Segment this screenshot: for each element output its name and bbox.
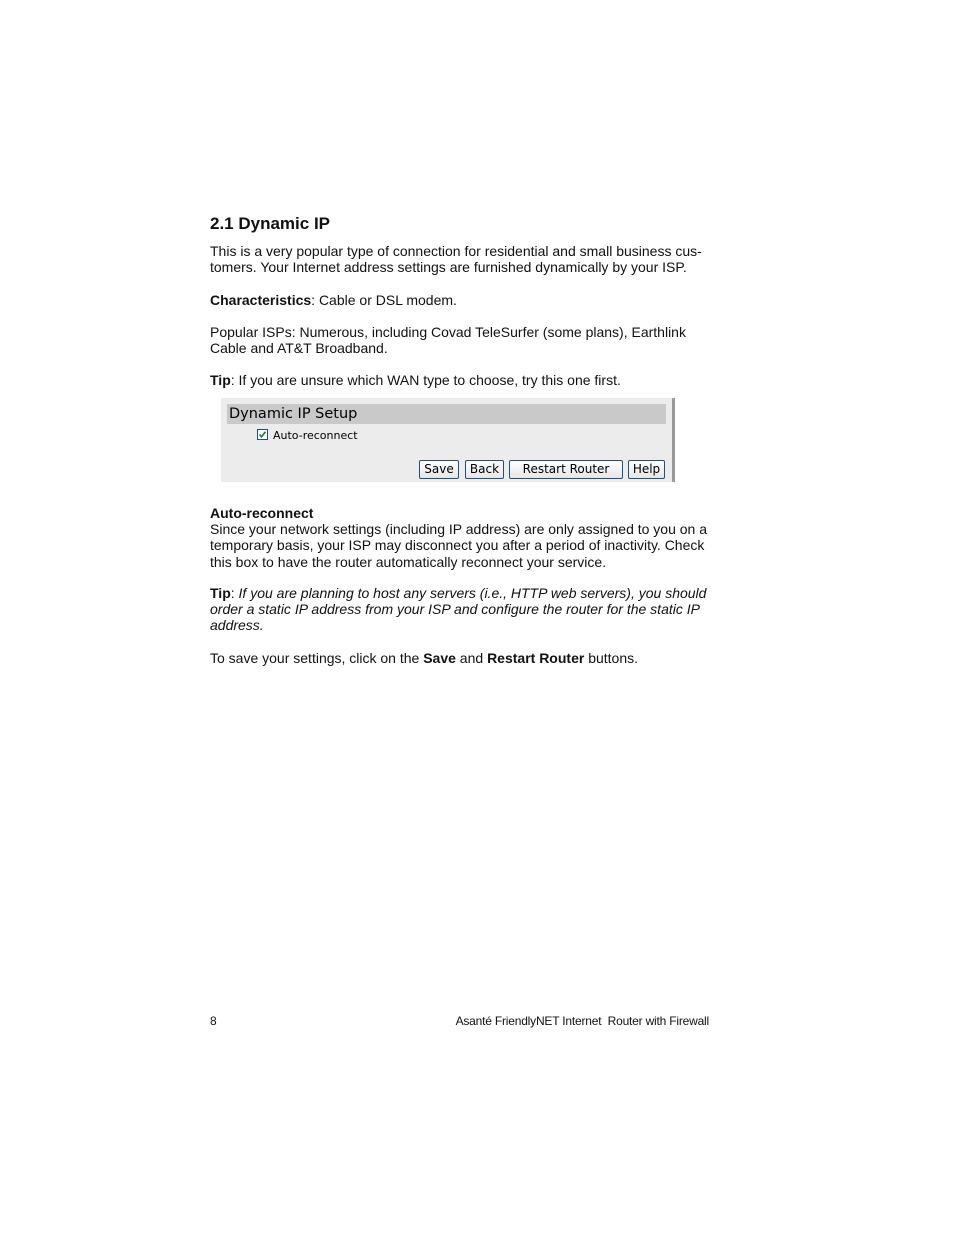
panel-title: Dynamic IP Setup: [227, 404, 666, 424]
save-note-pre: To save your settings, click on the: [210, 650, 424, 666]
save-note-post: buttons.: [584, 650, 639, 666]
auto-reconnect-heading: Auto-reconnect: [210, 505, 314, 521]
characteristics-paragraph: [210, 292, 715, 308]
popular-isps-paragraph: [210, 324, 715, 356]
help-button[interactable]: Help: [628, 460, 665, 479]
auto-reconnect-line-1: Since your network settings (including IP address) are only assigned to you on a: [210, 521, 708, 538]
restart-router-button[interactable]: Restart Router: [509, 460, 623, 479]
tip2-line-3: address.: [210, 617, 264, 634]
intro-paragraph: [210, 243, 715, 275]
characteristics-label: Characteristics: [210, 292, 312, 308]
footer-title: Asanté FriendlyNET Internet Router with Firewall: [455, 1014, 709, 1028]
save-note-mid: and: [455, 650, 488, 666]
checkmark-icon: [258, 430, 267, 439]
tip2-colon: :: [230, 585, 239, 601]
popular-isps-line-1: Popular ISPs: Numerous, including Covad TeleSurfer (some plans), Earthlink: [210, 324, 686, 340]
auto-reconnect-label: Auto-reconnect: [273, 429, 358, 442]
section-heading: 2.1 Dynamic IP: [210, 214, 331, 233]
intro-line-2: tomers. Your Internet address settings are furnished dynamically by your ISP.: [210, 259, 687, 276]
tip-paragraph-1: [210, 372, 715, 388]
auto-reconnect-line-2: temporary basis, your ISP may disconnect you after a period of inactivity. Check: [210, 537, 705, 554]
auto-reconnect-checkbox[interactable]: [257, 429, 268, 440]
save-note-paragraph: [210, 650, 715, 666]
intro-line-1: This is a very popular type of connection for residential and small business cus-: [210, 243, 702, 259]
characteristics-text: : Cable or DSL modem.: [311, 292, 457, 308]
save-button[interactable]: Save: [419, 460, 459, 479]
tip2-line-2: order a static IP address from your ISP and configure the router for the static IP: [210, 601, 700, 618]
auto-reconnect-line-3: this box to have the router automatically reconnect your service.: [210, 553, 607, 570]
save-note-save: Save: [423, 650, 456, 666]
auto-reconnect-section: [210, 505, 715, 570]
back-button[interactable]: Back: [465, 460, 504, 479]
popular-isps-line-2: Cable and AT&T Broadband.: [210, 340, 388, 357]
tip-label: Tip: [210, 372, 231, 388]
tip2-label: Tip: [210, 585, 231, 601]
tip-text: : If you are unsure which WAN type to choose, try this one first.: [230, 372, 621, 388]
tip2-line-1: If you are planning to host any servers (i.e., HTTP web servers), you should: [238, 585, 707, 601]
save-note-restart: Restart Router: [487, 650, 585, 666]
dynamic-ip-setup-panel: [221, 398, 675, 482]
page-number: 8: [210, 1014, 217, 1028]
tip-paragraph-2: [210, 585, 715, 634]
